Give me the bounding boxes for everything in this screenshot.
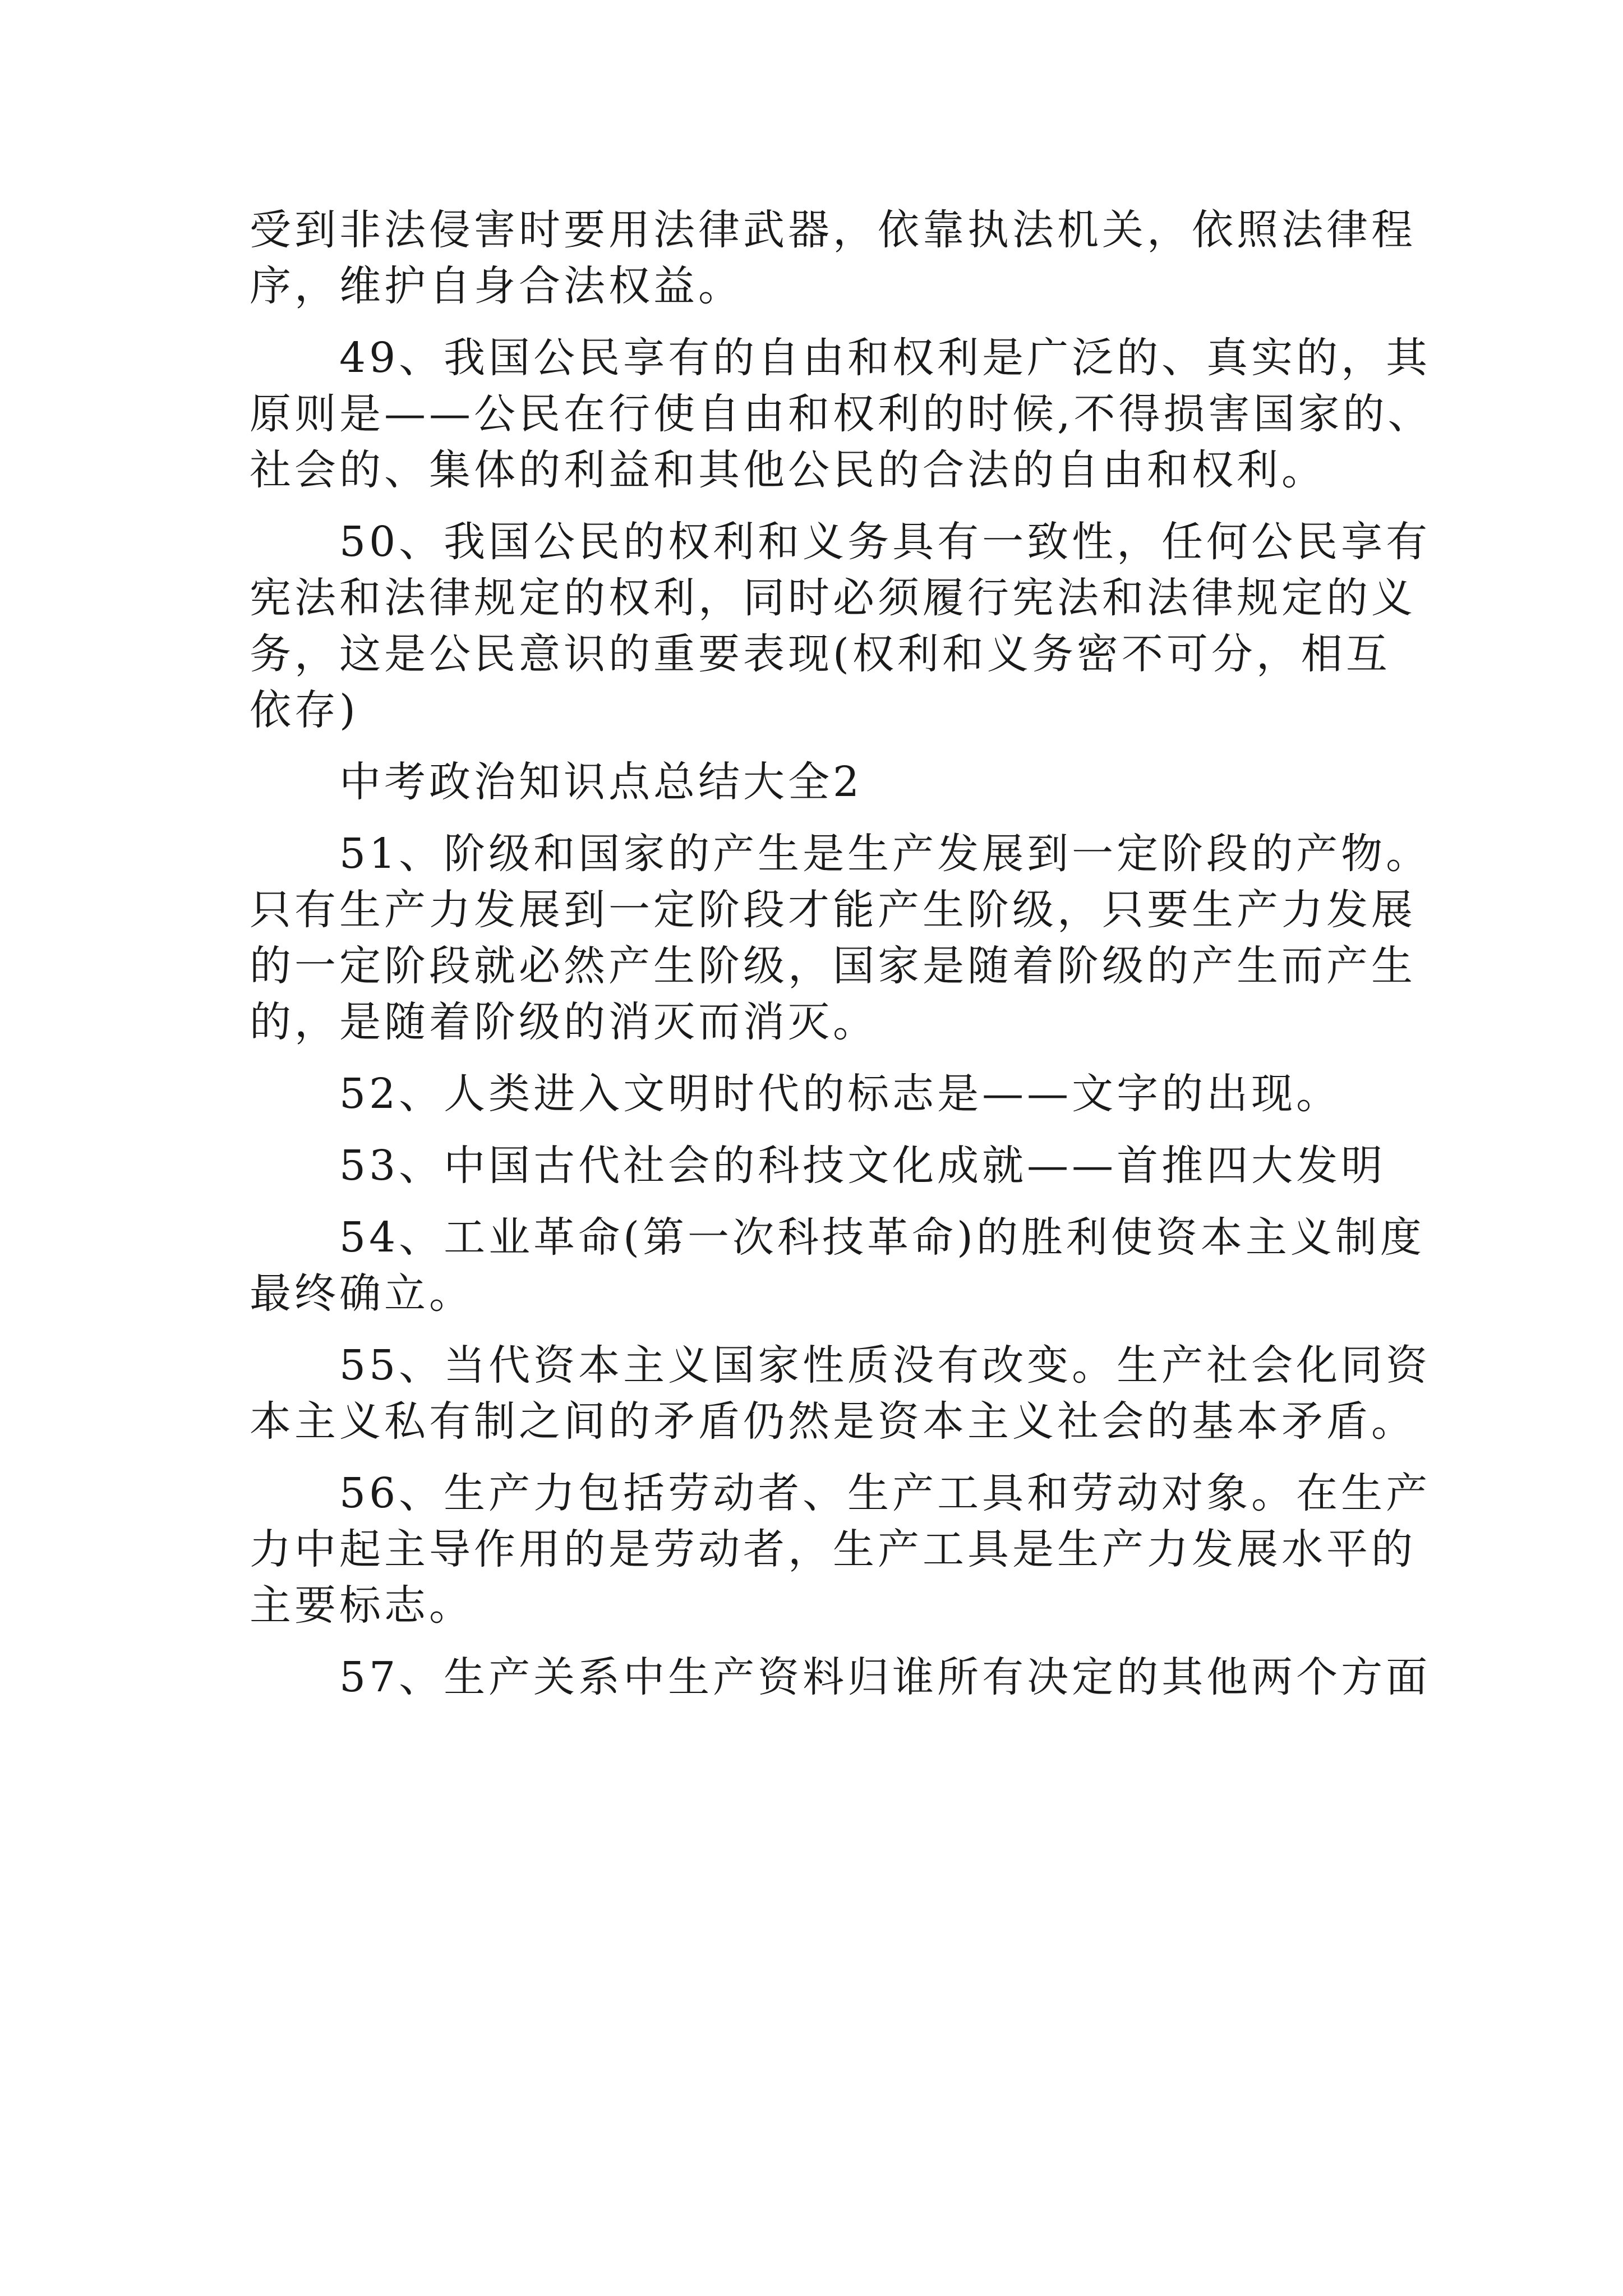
text-line: 56、生产力包括劳动者、生产工具和劳动对象。在生产 xyxy=(339,1469,1431,1517)
text-line: 的一定阶段就必然产生阶级，国家是随着阶级的产生而产生 xyxy=(250,942,1416,990)
text-line: 57、生产关系中生产资料归谁所有决定的其他两个方面 xyxy=(339,1653,1431,1701)
text-line: 主要标志。 xyxy=(250,1581,474,1630)
text-line: 务，这是公民意识的重要表现(权利和义务密不可分，相互 xyxy=(250,630,1391,678)
paragraph-p56 xyxy=(250,1465,1431,1634)
paragraph-p50 xyxy=(250,514,1431,738)
text-line: 宪法和法律规定的权利，同时必须履行宪法和法律规定的义 xyxy=(250,574,1416,622)
text-line: 52、人类进入文明时代的标志是——文字的出现。 xyxy=(339,1070,1341,1118)
text-line: 51、阶级和国家的产生是生产发展到一定阶段的产物。 xyxy=(339,830,1431,878)
paragraph-p54 xyxy=(250,1209,1425,1322)
paragraph-p48-cont xyxy=(250,202,1416,314)
paragraph-p57 xyxy=(250,1649,1431,1705)
paragraph-p53 xyxy=(250,1138,1386,1194)
section-heading xyxy=(250,754,1382,810)
text-line: 原则是——公民在行使自由和权利的时候,不得损害国家的、 xyxy=(250,390,1433,438)
document-body xyxy=(250,202,1433,1705)
text-line: 的，是随着阶级的消灭而消灭。 xyxy=(250,998,878,1046)
text-line: 本主义私有制之间的矛盾仍然是资本主义社会的基本矛盾。 xyxy=(250,1397,1416,1446)
text-line: 只有生产力发展到一定阶段才能产生阶级，只要生产力发展 xyxy=(250,886,1416,934)
paragraph-p49 xyxy=(250,330,1433,498)
paragraph-p51 xyxy=(250,826,1431,1050)
text-line: 54、工业革命(第一次科技革命)的胜利使资本主义制度 xyxy=(339,1213,1425,1262)
text-line: 序，维护自身合法权益。 xyxy=(250,262,743,310)
text-line: 中考政治知识点总结大全2 xyxy=(339,758,863,806)
text-line: 社会的、集体的利益和其他公民的合法的自由和权利。 xyxy=(250,446,1326,494)
paragraph-p55 xyxy=(250,1337,1431,1450)
text-line: 力中起主导作用的是劳动者，生产工具是生产力发展水平的 xyxy=(250,1525,1416,1573)
text-line: 最终确立。 xyxy=(250,1269,474,1318)
paragraph-p52 xyxy=(250,1066,1382,1122)
text-line: 依存) xyxy=(250,686,359,734)
text-line: 53、中国古代社会的科技文化成就——首推四大发明 xyxy=(339,1142,1386,1190)
text-line: 50、我国公民的权利和义务具有一致性，任何公民享有 xyxy=(339,518,1431,566)
text-line: 受到非法侵害时要用法律武器，依靠执法机关，依照法律程 xyxy=(250,206,1416,254)
text-line: 55、当代资本主义国家性质没有改变。生产社会化同资 xyxy=(339,1341,1431,1389)
text-line: 49、我国公民享有的自由和权利是广泛的、真实的，其 xyxy=(339,334,1431,382)
